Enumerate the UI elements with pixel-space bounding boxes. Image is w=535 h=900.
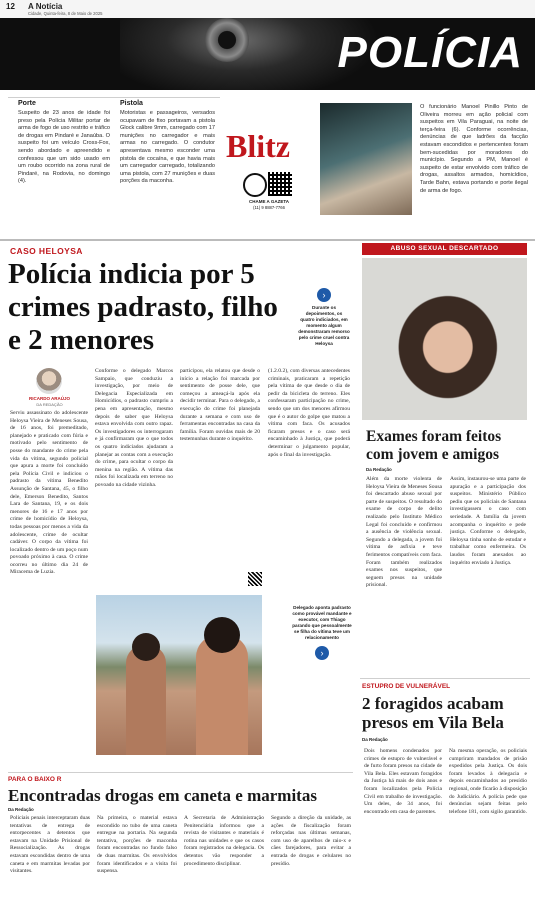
- whatsapp-icon: [243, 173, 267, 197]
- drugs-col-3: A Secretaria de Administração Penitenciária informou que a revista de visitantes e materiais é rotina nas unidades e que os casos foram registrados na delegacia. Os detentos vão responder a procedimento disciplinar.: [184, 815, 264, 867]
- author-avatar: [36, 368, 62, 394]
- section-title: POLÍCIA: [337, 28, 523, 77]
- main-col-1: Serviu assassinato do adolescente Heloysa Vieira de Meneses Sousa, de 16 anos, foi premeditado, planejado e praticado com fúria e motivado pelo sentimento de posse do mandante do crime pela vida da vítima, segundo policial que apura a morte foi concluído pela Polícia Civil e indiciou o padrasto da vítima Benedito Assunção de Santana, 45, o filho dele, Emerson Benedito, Santos Lara de Santana, 19, e os dois menores de 16 e 17 anos por crime de homicídio de Heloysa, todas pessoas por menos a vida da adolescente, crime de ocultar cadáver. O corpo da vítima foi localizado dentro de um poço num povoado próximo à casa. O crime ocorreu no último dia 24 de Miracema de Luzia.: [10, 410, 88, 576]
- divider: [8, 97, 220, 98]
- divider: [0, 239, 535, 241]
- chevron-right-icon: ›: [317, 288, 331, 302]
- author-role: DA REDAÇÃO: [36, 402, 63, 407]
- brief-text-porte: Suspeito de 23 anos de idade foi preso pela Polícia Militar portar de arma de fogo de uso restrito e tráfico de drogas em Pindaré e Janaúba. O suspeito foi um veículo Cross-Fox, sendo abordado e apreendido e confessou que um sido usado em um roubo ocorrido na zona rural de Pindaré, na Rodovia, no domingo (4).: [18, 110, 110, 185]
- fugitives-headline: 2 foragidos acabam presos em Vila Bela: [362, 694, 504, 732]
- person-left-head: [132, 633, 160, 661]
- brief-title-porte: Porte: [18, 100, 36, 107]
- divider: [360, 678, 530, 679]
- fugitives-col-1: Dois homens condenados por crimes de estupro de vulnerável e de furto foram presos na cidade de Vila Bela. Eles estavam foragidos da Justiça há mais de dois anos e foram localizados pela Polícia Civil em trabalho de investigação. Um deles, de 34 anos, foi encontrado em casa de parentes.: [364, 748, 442, 815]
- kicker-abuse: ABUSO SEXUAL DESCARTADO: [390, 245, 499, 252]
- kicker-fugitives: ESTUPRO DE VULNERÁVEL: [362, 683, 451, 690]
- callout-1-text: Durante os depoimentos, os quatro indiciados, em momento algum demonstraram remorso pelo crime cruel contra Heloysa: [298, 305, 350, 346]
- callout-2: [292, 605, 352, 663]
- chevron-right-icon: ›: [315, 646, 329, 660]
- main-col-3: participou, ela relatou que desde o início a relação foi marcada por sentimento de posse dele, que começou a ameaçá-la após ela decidir terminar. Para o delegado, a execução do crime foi planejada durante a semana e com uso de ferramentas encontradas na casa da família. Foram ouvidas mais de 20 testemunhas durante o inquérito.: [180, 368, 260, 443]
- callout-1: [298, 288, 350, 347]
- dateline: Cidade, Quinta-feira, 8 de Maio de 2025: [28, 11, 103, 16]
- abuse-col-2: Assim, instaurou-se uma parte de apuração e a participação dos suspeitos. Ministério Público pediu que os policiais de Santana investigassem o caso com seriedade. A família da jovem acompanha o inquérito e pede justiça. Conforme o delegado, Heloysa tinha sonho de estudar e trabalhar como enfermeira. Os laudos foram anexados ao inquérito enviado à Justiça.: [450, 476, 526, 566]
- page-number: 12: [6, 2, 15, 11]
- whatsapp-label: CHAME A GAZETA: [248, 199, 290, 204]
- drugs-col-1: Policiais penais interceptaram duas tentativas de entrega de entorpecentes a detentos que estavam na Unidade Prisional de Ressocialização. As drogas estavam escondidas dentro de uma caneta e em marmitas levadas por visitantes.: [10, 815, 90, 875]
- drugs-col-2: Na primeira, o material estava escondido no tubo de uma caneta entregue na portaria. Na segunda tentativa, porções de maconha foram encontradas no fundo falso de duas marmitas. Os envolvidos foram identificados e a visita foi suspensa.: [97, 815, 177, 875]
- person-right: [196, 635, 248, 755]
- fugitives-byline: Da Redação: [362, 737, 388, 742]
- brief-title-pistola: Pistola: [120, 100, 143, 107]
- drugs-col-4: Segundo a direção da unidade, as ações de fiscalização foram reforçadas nas últimas semanas, com uso de aparelhos de raio-x e cães farejadores, para evitar a entrada de drogas e celulares no presídio.: [271, 815, 351, 867]
- drugs-headline: Encontradas drogas em caneta e marmitas: [8, 786, 317, 805]
- suspects-photo: [96, 595, 262, 755]
- abuse-col-1: Além da morte violenta de Heloysa Vieira de Meneses Sousa foi descartado abuso sexual por parte de suspeitos. O resultado do exame de corpo de delito realizado pelo Instituto Médico Legal foi concluído e confirmou a ausência de violência sexual. Segundo a delegada, a jovem foi vítima de asfixia e teve ferimentos compatíveis com faca. Foram também realizados exames nos suspeitos, que seguem presos na unidade prisional.: [366, 476, 442, 589]
- kicker-drugs: PARA O BAIXO R: [8, 776, 62, 783]
- abuse-byline: Da Redação: [366, 467, 392, 472]
- section-header: [0, 0, 535, 90]
- main-headline: Polícia indicia por 5 crimes padrasto, filho e 2 menores: [8, 258, 278, 356]
- author-name: RICARDO ARAÚJO: [28, 396, 71, 401]
- qr-code: [268, 172, 292, 196]
- brand-name: A Notícia: [28, 2, 63, 11]
- main-col-4: (1.2.0.2), com diversas antecedentes criminais, praticaram a repetição pela vítima de que desde o dia de pedir da bicicleta do terreno. Eles confessaram participação no crime, sendo que um dos menores afirmou que é o autor do golpe que matou a vítima com faca. Os acusados ficaram presos e o caso será encaminhado à Justiça, que poderá determinar o julgamento popular, após o final da investigação.: [268, 368, 350, 458]
- victim-portrait: [362, 258, 527, 420]
- eye-iris: [205, 18, 249, 62]
- main-col-2: Conforme o delegado Marcos Sampaio, que conduziu a investigação, por meio de Delegacia Especializada em Homicídios, o padrasto cumpriu a pena em apresentação, mesmo depois de saber que Heloysa estava envolvida com outro rapaz. Os investigadores os interrogaram e já confirmaram que o que todos os quatro indiciados ajudaram a planejar as contas com a execução do crime, para ocultar o corpo da menina na região. A vítima das mãos foi localizada em terreno no povoado na cidade vizinha.: [95, 368, 173, 488]
- whatsapp-number: (11) 9 8887-7766: [253, 205, 285, 210]
- qr-code: [248, 572, 262, 586]
- seized-items-photo: [320, 103, 412, 215]
- brief-text-pistola: Motoristas e passageiros, versados ocupavam de fixo portavam a pistola Glock calibre 9mm, carregado com 17 munições no carregador e mais armas no carregado. O condutor apresentava mesmo esconder uma pistola de cocaína, e que havia mais um carregador carregado, totalizando uma pistola, com 27 munições e duas porções da maconha.: [120, 110, 215, 185]
- divider: [8, 772, 353, 773]
- abuse-headline: Exames foram feitos com jovem e amigos: [366, 428, 502, 463]
- blitz-logo: Blitz: [226, 128, 290, 164]
- drugs-byline: Da Redação: [8, 807, 34, 812]
- person-right-head: [204, 617, 240, 653]
- callout-2-text: Delegado aponta padrasto como provável mandante e executor, com Thiago parando que pessoalmente se filha do vítima teve um relacionamento: [292, 605, 352, 640]
- kicker-main: CASO HELOYSA: [10, 246, 83, 256]
- person-left: [126, 645, 166, 755]
- brief-text-right: O funcionário Manoel Pinillo Pinto de Oliveira morreu em ação policial com suspeitos em Vila Paraguai, na noite de terça-feira (6). Conforme ocorrências, denúncias de que ladrões da facção estavam escondidos e pertencentes foram bem-sucedidas por moradores do município. Segundo a PM, Manoel é suspeito de estar envolvido com tráfico de drogas, assaltos armados, homicídios, Tarde Bahn, estava portando e porte ilegal de arma de fogo.: [420, 104, 528, 194]
- fugitives-col-2: Na mesma operação, os policiais cumpriram mandados de prisão expedidos pela Justiça. Os dois foram levados à delegacia e depois encaminhados ao presídio regional, onde ficarão à disposição do Judiciário. A polícia pede que denúncias sejam feitas pelo telefone 181, com sigilo garantido.: [449, 748, 527, 815]
